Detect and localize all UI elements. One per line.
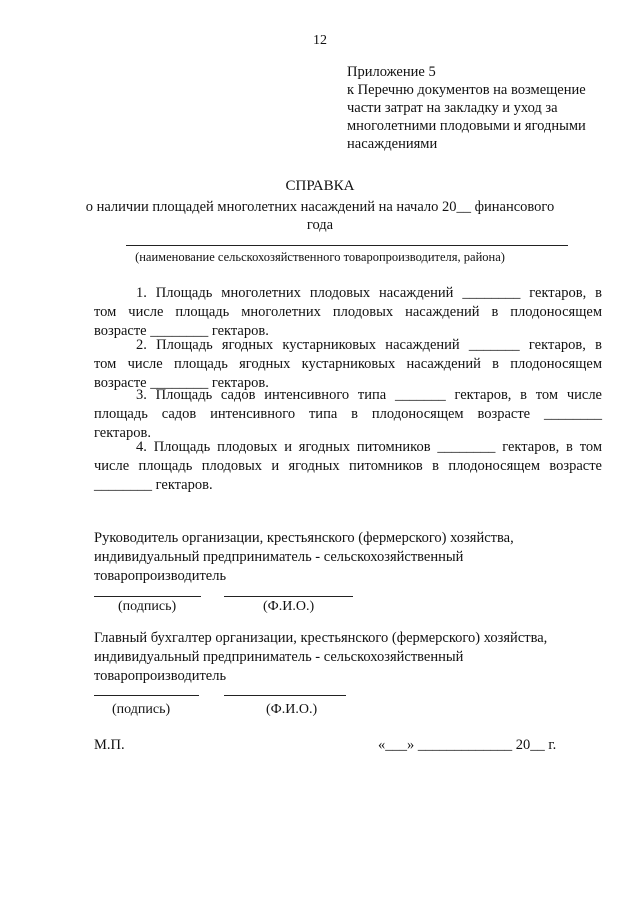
item-line: 1. Площадь многолетних плодовых насаждений ________ гектаров, в — [136, 285, 602, 301]
item-line: числе площадь плодовых и ягодных питомников в плодоносящем возрасте — [94, 458, 602, 474]
document-title: СПРАВКА — [285, 178, 355, 194]
producer-name-line — [126, 245, 568, 246]
page-number: 12 — [313, 33, 327, 48]
producer-name-caption: (наименование сельскохозяйственного товаропроизводителя, района) — [135, 250, 505, 264]
item-line: возрасте ________ гектаров. — [94, 375, 269, 391]
document-subtitle-line1: о наличии площадей многолетних насаждений на начало 20__ финансового — [85, 199, 555, 215]
annex-line: многолетними плодовыми и ягодными — [347, 118, 586, 134]
accountant-signature-text: Главный бухгалтер организации, крестьянского (фермерского) хозяйства, — [94, 630, 548, 646]
item-4 — [94, 438, 602, 495]
item-line: 4. Площадь плодовых и ягодных питомников ________ гектаров, в том — [136, 439, 602, 455]
head-name-line — [224, 596, 353, 597]
annex-line: части затрат на закладку и уход за — [347, 100, 558, 116]
item-line: ________ гектаров. — [94, 477, 213, 493]
item-1 — [94, 284, 602, 341]
item-line: возрасте ________ гектаров. — [94, 323, 269, 339]
item-line: 3. Площадь садов интенсивного типа _______ гектаров, в том числе — [136, 387, 602, 403]
accountant-name-label: (Ф.И.О.) — [266, 702, 318, 717]
head-signature-line — [94, 596, 201, 597]
item-line: гектаров. — [94, 425, 151, 441]
head-signature-block — [94, 529, 514, 586]
item-line: 2. Площадь ягодных кустарниковых насаждений _______ гектаров, в — [136, 337, 602, 353]
accountant-signature-text: товаропроизводитель — [94, 668, 227, 684]
item-line: том числе площадь ягодных кустарниковых насаждений в плодоносящем — [94, 356, 602, 372]
accountant-name-line — [224, 695, 346, 696]
item-line: площадь садов интенсивного типа в плодоносящем возрасте ________ — [94, 406, 602, 422]
item-2 — [94, 336, 602, 393]
head-signature-text: Руководитель организации, крестьянского (фермерского) хозяйства, — [94, 530, 514, 546]
annex-line: насаждениями — [347, 136, 438, 152]
date-field: «___» _____________ 20__ г. — [378, 737, 557, 753]
accountant-signature-line — [94, 695, 199, 696]
head-signature-text: товаропроизводитель — [94, 568, 227, 584]
document-subtitle-line2: года — [306, 217, 334, 233]
stamp-placeholder: М.П. — [94, 737, 125, 753]
annex-reference — [347, 63, 586, 153]
head-signature-label: (подпись) — [118, 599, 177, 614]
head-signature-text: индивидуальный предприниматель - сельскохозяйственный — [94, 549, 464, 565]
accountant-signature-block — [94, 629, 547, 686]
annex-line: к Перечню документов на возмещение — [347, 82, 586, 98]
annex-line: Приложение 5 — [347, 64, 436, 80]
item-line: том числе площадь многолетних плодовых насаждений в плодоносящем — [94, 304, 602, 320]
item-3 — [94, 386, 602, 443]
head-name-label: (Ф.И.О.) — [263, 599, 315, 614]
accountant-signature-text: индивидуальный предприниматель - сельскохозяйственный — [94, 649, 464, 665]
accountant-signature-label: (подпись) — [112, 702, 171, 717]
